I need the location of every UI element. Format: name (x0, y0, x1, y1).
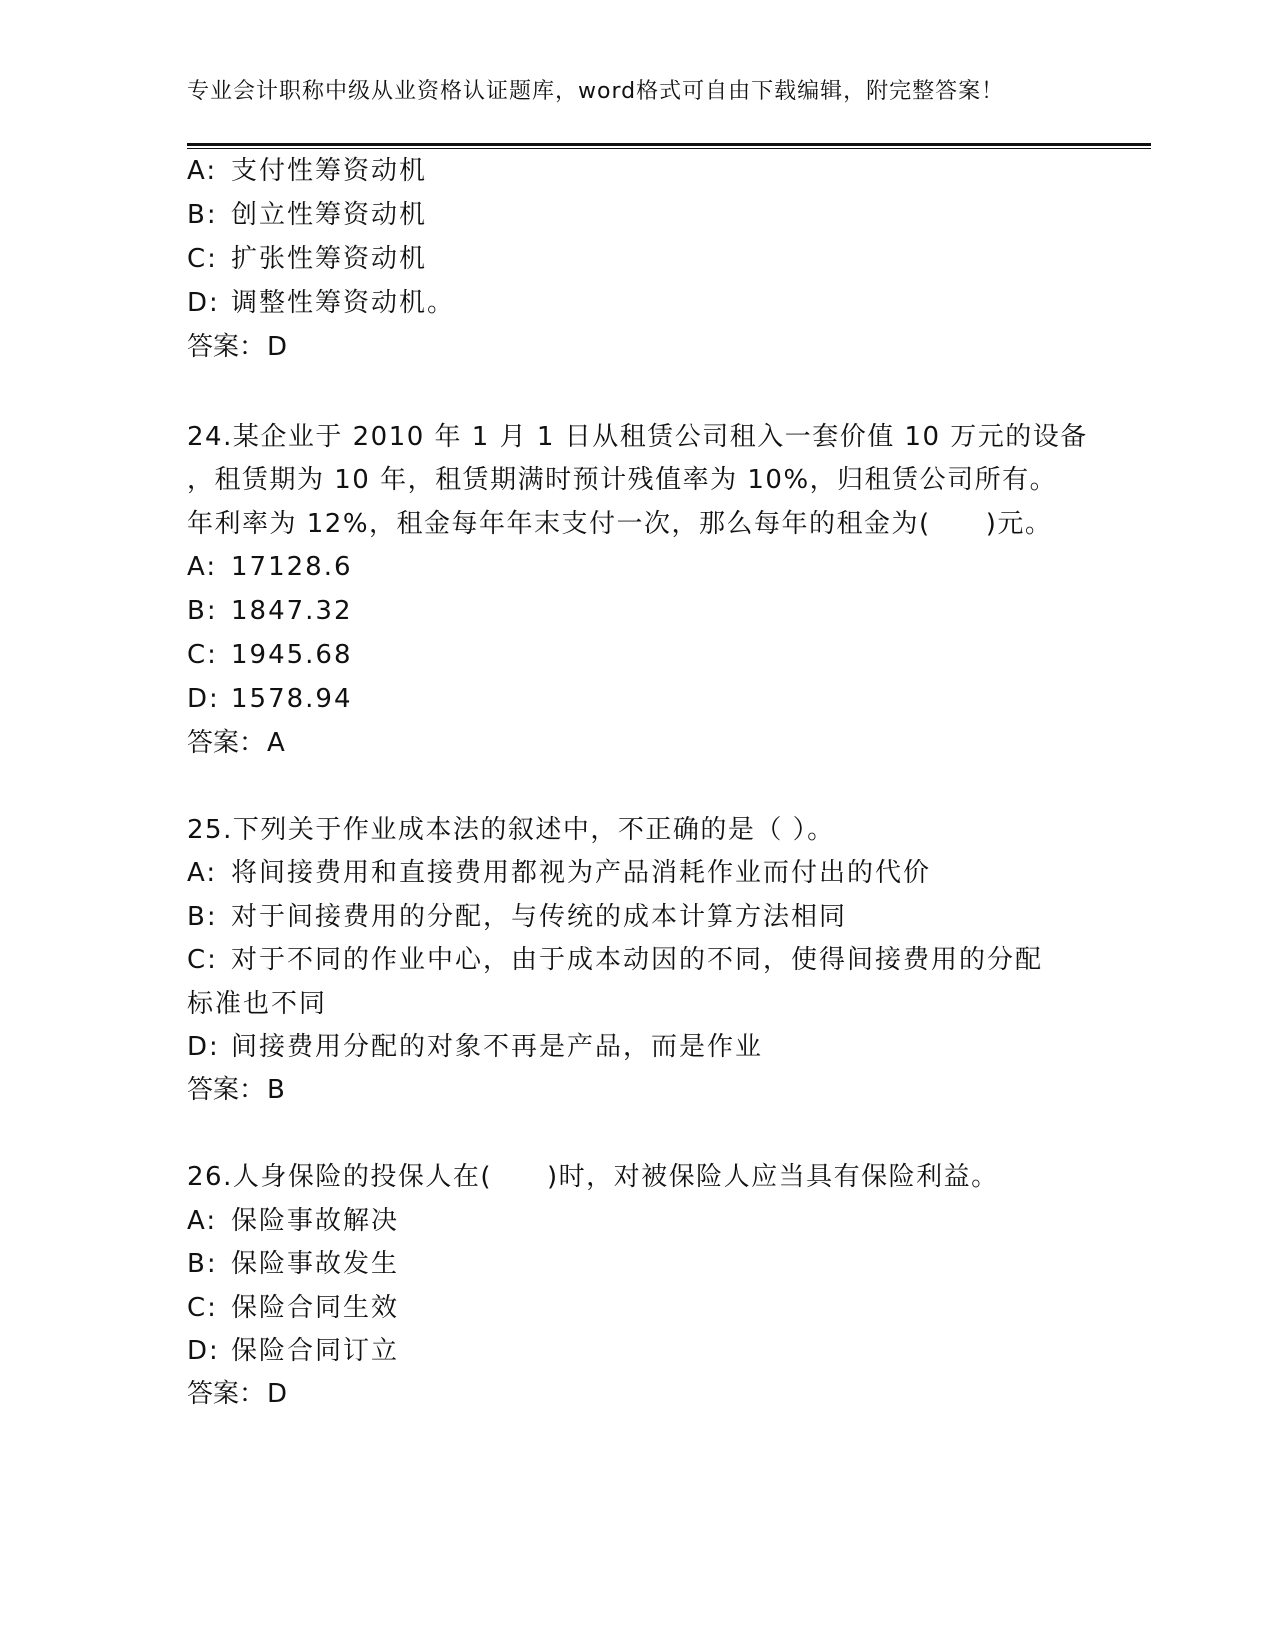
q26-answer (187, 1376, 287, 1412)
q26-stem-line-1: 26.人身保险的投保人在( )时，对被保险人应当具有保险利益。 (187, 1162, 999, 1192)
option-text: 1847.32 (231, 596, 353, 626)
header-rule-thin (187, 148, 1151, 149)
option-text: 17128.6 (231, 552, 353, 582)
option-letter: A: (187, 552, 218, 582)
q24-option-a (187, 549, 353, 585)
q25-option-c-continuation: 标准也不同 (187, 989, 328, 1019)
answer-label: 答案： (187, 332, 266, 362)
q24-stem-line-2: ，租赁期为 10 年，租赁期满时预计残值率为 10%，归租赁公司所有。 (187, 465, 1058, 495)
option-letter: D: (187, 1032, 220, 1062)
prev-question-option-c (187, 241, 427, 277)
option-letter: C: (187, 244, 218, 274)
q24-option-d (187, 681, 353, 717)
option-letter: C: (187, 1293, 218, 1323)
option-text: 将间接费用和直接费用都视为产品消耗作业而付出的代价 (231, 858, 932, 888)
q24-option-c (187, 637, 353, 673)
q26-option-a (187, 1203, 399, 1239)
option-letter: A: (187, 156, 218, 186)
option-letter: B: (187, 1249, 218, 1279)
option-text: 保险事故发生 (231, 1249, 400, 1279)
prev-question-option-d (187, 285, 455, 321)
option-letter: D: (187, 288, 220, 318)
q25-option-a (187, 855, 931, 891)
q24-answer (187, 725, 285, 761)
answer-label: 答案： (187, 728, 266, 758)
q25-option-d (187, 1029, 763, 1065)
answer-value: D (267, 1379, 288, 1409)
answer-label: 答案： (187, 1075, 266, 1105)
option-letter: B: (187, 596, 218, 626)
option-letter: B: (187, 902, 218, 932)
option-text: 间接费用分配的对象不再是产品，而是作业 (231, 1032, 764, 1062)
prev-question-option-b (187, 197, 427, 233)
option-letter: C: (187, 640, 218, 670)
q24-stem-line-3: 年利率为 12%，租金每年年末支付一次，那么每年的租金为( )元。 (187, 509, 1053, 539)
q25-option-b (187, 899, 847, 935)
option-text: 对于间接费用的分配，与传统的成本计算方法相同 (231, 902, 848, 932)
option-letter: D: (187, 684, 220, 714)
answer-value: A (267, 728, 285, 758)
header-rule-thick (187, 143, 1151, 146)
q25-option-c (187, 942, 1043, 978)
option-letter: D: (187, 1336, 220, 1366)
prev-question-answer (187, 329, 287, 365)
option-text: 创立性筹资动机 (231, 200, 428, 230)
option-text: 支付性筹资动机 (231, 156, 428, 186)
option-letter: B: (187, 200, 218, 230)
option-text: 1945.68 (231, 640, 353, 670)
option-letter: C: (187, 945, 218, 975)
q25-answer (187, 1072, 285, 1108)
q25-stem-line-1: 25.下列关于作业成本法的叙述中，不正确的是（ ）。 (187, 815, 835, 845)
option-letter: A: (187, 858, 218, 888)
q26-option-c (187, 1290, 399, 1326)
q26-option-d (187, 1333, 399, 1369)
q26-option-b (187, 1246, 399, 1282)
answer-label: 答案： (187, 1379, 266, 1409)
option-text: 对于不同的作业中心，由于成本动因的不同，使得间接费用的分配 (231, 945, 1044, 975)
option-text: 1578.94 (231, 684, 353, 714)
q24-option-b (187, 593, 353, 629)
page-header: 专业会计职称中级从业资格认证题库，word格式可自由下载编辑，附完整答案！ (187, 79, 1005, 104)
q24-stem-line-1: 24.某企业于 2010 年 1 月 1 日从租赁公司租入一套价值 10 万元的设备 (187, 422, 1088, 452)
option-letter: A: (187, 1206, 218, 1236)
option-text: 保险合同生效 (231, 1293, 400, 1323)
prev-question-option-a (187, 153, 427, 189)
answer-value: D (267, 332, 288, 362)
option-text: 扩张性筹资动机 (231, 244, 428, 274)
option-text: 保险事故解决 (231, 1206, 400, 1236)
option-text: 保险合同订立 (231, 1336, 400, 1366)
answer-value: B (267, 1075, 285, 1105)
option-text: 调整性筹资动机。 (231, 288, 456, 318)
